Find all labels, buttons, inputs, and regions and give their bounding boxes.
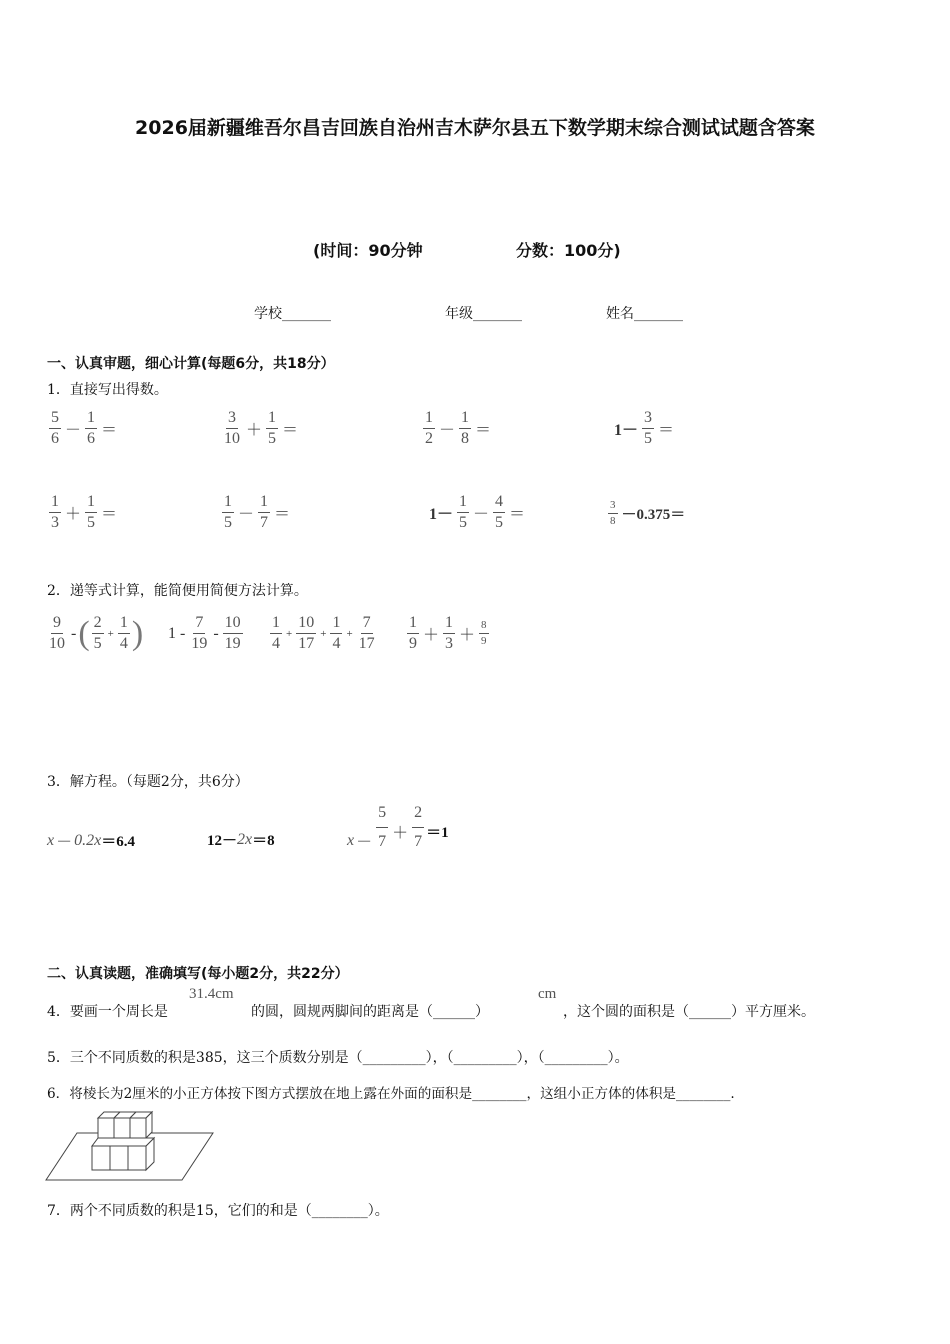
q3-eq-1: x － 0.2x ＝6.4 xyxy=(47,831,135,851)
q3-label: 3．解方程。（每题2分，共6分） xyxy=(47,774,249,790)
cube-bottom-1 xyxy=(92,1146,110,1170)
section2-heading: 二、认真读题，准确填写(每小题2分，共22分） xyxy=(47,966,349,982)
q2-expr-1: $\frac{9}{10}$ - ( $\frac{2}{5}$ + $\frac{1}{4}$ ) xyxy=(49,614,144,652)
exam-time: (时间：90分钟 xyxy=(313,241,423,260)
q1-item-6: $\frac{1}{5}$ － $\frac{1}{7}$ ＝ xyxy=(224,493,291,531)
cubes-figure xyxy=(44,1108,216,1184)
q6-text: 6．将棱长为2厘米的小正方体按下图方式摆放在地上露在外面的面积是________，这组小正方体的体积是________. xyxy=(47,1086,735,1102)
q5-text: 5．三个不同质数的积是385，这三个质数分别是（_________），（_________），（_________）。 xyxy=(47,1050,629,1066)
q1-label: 1．直接写出得数。 xyxy=(47,382,168,398)
q1-item-8: $\frac{3}{8}$ －0.375＝ xyxy=(610,499,686,527)
q3-eq-3: x － $\frac{5}{7}$ ＋ $\frac{2}{7}$ ＝1 xyxy=(347,804,449,851)
school-field: 学校_______ xyxy=(254,306,331,322)
q3-eq-2: 12－ 2x ＝8 xyxy=(207,830,275,849)
exam-score: 分数：100分) xyxy=(516,241,621,260)
page-title: 2026届新疆维吾尔昌吉回族自治州吉木萨尔县五下数学期末综合测试试题含答案 xyxy=(135,117,815,139)
q1-item-5: $\frac{1}{3}$ ＋ $\frac{1}{5}$ ＝ xyxy=(51,493,118,531)
q1-item-1: $\frac{5}{6}$ － $\frac{1}{6}$ ＝ xyxy=(51,409,118,447)
q1-item-7: 1－ $\frac{1}{5}$ － $\frac{4}{5}$ ＝ xyxy=(429,493,526,531)
q4-post: ，这个圆的面积是（______）平方厘米。 xyxy=(563,1004,815,1020)
q1-item-3: $\frac{1}{2}$ － $\frac{1}{8}$ ＝ xyxy=(425,409,492,447)
q4-unit: cm xyxy=(538,986,557,1002)
q2-expr-2: 1 - $\frac{7}{19}$ - $\frac{10}{19}$ xyxy=(168,614,241,652)
section1-heading: 一、认真审题，细心计算(每题6分，共18分） xyxy=(47,356,335,372)
q1-item-2: $\frac{3}{10}$ ＋ $\frac{1}{5}$ ＝ xyxy=(224,409,299,447)
q2-label: 2．递等式计算，能简便用简便方法计算。 xyxy=(47,583,308,599)
q4-mid: 的圆，圆规两脚间的距离是（______） xyxy=(251,1004,489,1020)
q4-pre: 4．要画一个周长是 xyxy=(47,1004,168,1020)
q2-expr-4: $\frac{1}{9}$ ＋ $\frac{1}{3}$ ＋ $\frac{8}{9}$ xyxy=(409,614,487,652)
q1-item-4: 1－ $\frac{3}{5}$ ＝ xyxy=(614,409,675,447)
cube-bottom-2 xyxy=(110,1146,128,1170)
cube-bottom-top-face xyxy=(92,1138,154,1146)
q7-text: 7．两个不同质数的积是15，它们的和是（________）。 xyxy=(47,1203,389,1219)
grade-field: 年级_______ xyxy=(445,306,522,322)
q4-value: 31.4cm xyxy=(189,986,234,1002)
cube-top-3 xyxy=(130,1112,152,1138)
q2-expr-3: $\frac{1}{4}$ + $\frac{10}{17}$ + $\frac{1}{4}$ + $\frac{7}{17}$ xyxy=(272,614,375,652)
name-field: 姓名_______ xyxy=(606,306,683,322)
